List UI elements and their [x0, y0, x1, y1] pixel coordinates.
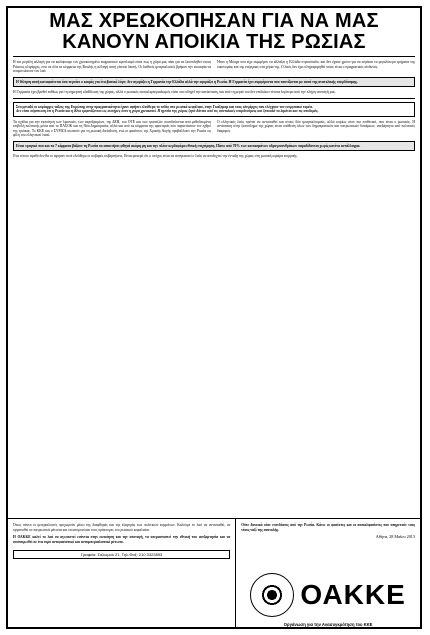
highlight-text-2: Στο μεταξύ οι κυρίαρχες τάξεις της Ευρώπης στην πραγματικότητα έχουν αφήσει ελεύθερο το πεδίο στο ρωσικό κεφάλαιο, στην Γκάζπρομ και τους ολιγάρχες που ελέγχουν τον ενεργειακό τομέα.	[16, 104, 313, 109]
star-emblem-icon	[250, 573, 294, 617]
bottom-section	[8, 518, 420, 627]
body-right-column	[217, 120, 415, 138]
highlight-box-3	[13, 141, 415, 152]
bottom-left-call: Η ΟΑΚΚΕ καλεί το λαό να αγωνιστεί ενάντια στην εκποίηση και την υποταγή, να υπερασπιστεί την εθνική του ανεξαρτησία και να συσπειρωθεί σε ένα ευρύ αντιφασιστικό και αντιιμπεριαλιστικό μέτωπο.	[13, 535, 231, 544]
divider	[13, 98, 415, 99]
body-right-text: Ο ελληνικός λαός πρέπει να αντισταθεί και στους δύο ιμπεριαλισμούς, αλλά κυρίως στον πιο επιθετικό, που είναι ο ρωσικός. Η αντίσταση στην ξεπούλημα της χώρας είναι υπόθεση όλων των δημοκρατικών και πατριωτικών δυνάμεων, ανεξάρτητα από πολιτικές διαφορές.	[217, 119, 415, 133]
bottom-left-text: Όπως πάντα οι ιμπεριαλιστές προχωρούν μέσω της διαφθοράς και της εξαγοράς των πολιτικών κομμάτων. Καλούμε το λαό να αντισταθεί, να οργανωθεί σε πατριωτικά μέτωπα και να απομονώσει τους πράκτορες του ρωσικού κεφαλαίου.	[13, 523, 231, 532]
headline-line-1: ΜΑΣ ΧΡΕΩΚΟΠΗΣΑΝ ΓΙΑ ΝΑ ΜΑΣ	[49, 10, 379, 32]
brand-block	[241, 573, 415, 617]
headline-line-2: ΚΑΝΟΥΝ ΑΠΟΙΚΙΑ ΤΗΣ ΡΩΣΙΑΣ	[62, 31, 366, 53]
highlight-text-4: Είναι τραγικό που και τα 7 κόμματα βάζουν τη Ρωσία να αποκτήσει φθηνά ακόμη μη και την πλέον κερδοφόρα εθνική επιχείρηση. Πάνω από 70% των κοιτασμάτων υδρογονανθράκων παραδίδονται χωρίς κανένα αντάλλαγμα.	[16, 143, 361, 148]
intro-right-column	[217, 60, 415, 74]
headline	[12, 11, 416, 53]
highlight-box-2	[13, 102, 415, 117]
body-left-text: Τα σχέδια για την εκποίηση των λιμανιών, των αεροδρομίων, της ΔΕΗ, του ΟΤΕ και των τραπεζών συνοδεύονται από μεθοδευμένη επιβολή πολιτικής μέσα από το ΠΑΣΟΚ και τη Νέα Δημοκρατία, αλλά και από τα κόμματα της αριστεράς που παριστάνουν τον εχθρό της τρόικας. Το ΚΚΕ και ο ΣΥΡΙΖΑ σιωπούν για τη ρωσική διείσδυση, ενώ οι φασίστες της Χρυσής Αυγής προβάλλουν την Ρωσία ως φίλη του ελληνικού λαού.	[13, 119, 211, 137]
highlight-text-1: Η θέληση αυτή καταφαίνεται όσο περνάει ο καιρός για ένα βασικό λόγο: δεν αγοράζει η Γερμανία την Ελλάδα αλλά την αγοράζει η Ρωσία. Η Γερμανία έχει συμφέροντα που ταυτίζονται με αυτά της ανατολικής υπερδύναμης.	[16, 79, 358, 84]
issue-date: Αθήνα, 28 Μαΐου 2013	[375, 534, 415, 539]
body-left-column	[13, 120, 211, 138]
intro-left-column	[13, 60, 211, 74]
highlight-text-3: Δεν είναι σύμπτωση ότι η Ρωσία και η Κίνα εμφανίζονται ως σωτήρες όταν η χώρα χρεοκοπεί. Η ηγεσία της χώρας ζητά δάνεια από τις ανατολικές υπερδυνάμεις και ξεπουλά τα λιμάνια και τις υποδομές.	[16, 109, 319, 113]
intro-right-text: Ήταν η Μόσχα που είχε συμφέρον να αλλάξει η Ελλάδα στρατόπεδο, και δεν έχασε χρόνο για να περάσει τα μεγαλύτερα τμήματα της οικονομίας και της ενέργειας στα χέρια της. Ο λαός δεν έχει πληροφορηθεί ποιος είναι ο πραγματικός κίνδυνος.	[217, 60, 415, 69]
bottom-right-column	[236, 519, 420, 627]
brand-subtitle: Οργάνωση για την Ανασυγκρότηση του ΚΚΕ	[283, 622, 373, 627]
paragraph-5	[8, 154, 420, 159]
footer-contact: Γραφεία: Σολωμού 21, Τηλ-Φαξ: 210 3323593	[13, 550, 230, 559]
intro-left-text: Η πιο μεγάλη αλλαγή για να καλύψουμε τον χρεοκοπημένο εκφραστικό εφοπλισμό είναι πως η χώρα μας πάει για να ξεπουληθεί στους Ρώσους ολιγάρχες, ενώ σε όλα τα κόμματα της Βουλής η αλλαγή αυτή γίνεται δεκτή. Οι διεθνείς ιμπεριαλιστές βρήκαν την ευκαιρία να απομονώσουν τον λαό.	[13, 60, 211, 73]
brand-name: ΟΑΚΚΕ	[300, 579, 406, 610]
paragraph-1b-text: Η Γερμανία έχει βρεθεί ευθέως για τη σημερινή εξαθλίωση της χώρας, αλλά ο ρωσικός σοσιαλιμπεριαλισμός είναι που οδηγεί την κατάσταση, και από τη μεριά του δεν επιδιώκει τίποτα λιγότερο από την πλήρη υποταγή μας.	[13, 90, 336, 94]
bottom-left-column	[8, 519, 236, 627]
paragraph-1b	[8, 90, 420, 95]
divider	[13, 56, 415, 57]
intro-columns	[8, 60, 420, 74]
leaflet-page	[6, 6, 422, 629]
body-columns	[8, 120, 420, 138]
paragraph-5-text: Ένα τέτοιο αγαθό δεν θα το άφηναν ποτέ ελεύθερο οι σοβαρές κυβερνήσεις. Είναι φανερό ότι ο στόχος είναι να αναγκαστεί ο λαός να αποδεχτεί την ένταξη της χώρας στη ρωσική σφαίρα επιρροής.	[13, 154, 298, 158]
highlight-box-1	[13, 77, 415, 88]
bottom-right-text: Ούτε δανεικά ούτε επενδύσεις από την Ρωσία. Κάτω οι φασίστες και οι σοσιαλφασίστες που υπηρετούν τους νέους ναζί της ανατολής.	[241, 523, 415, 532]
